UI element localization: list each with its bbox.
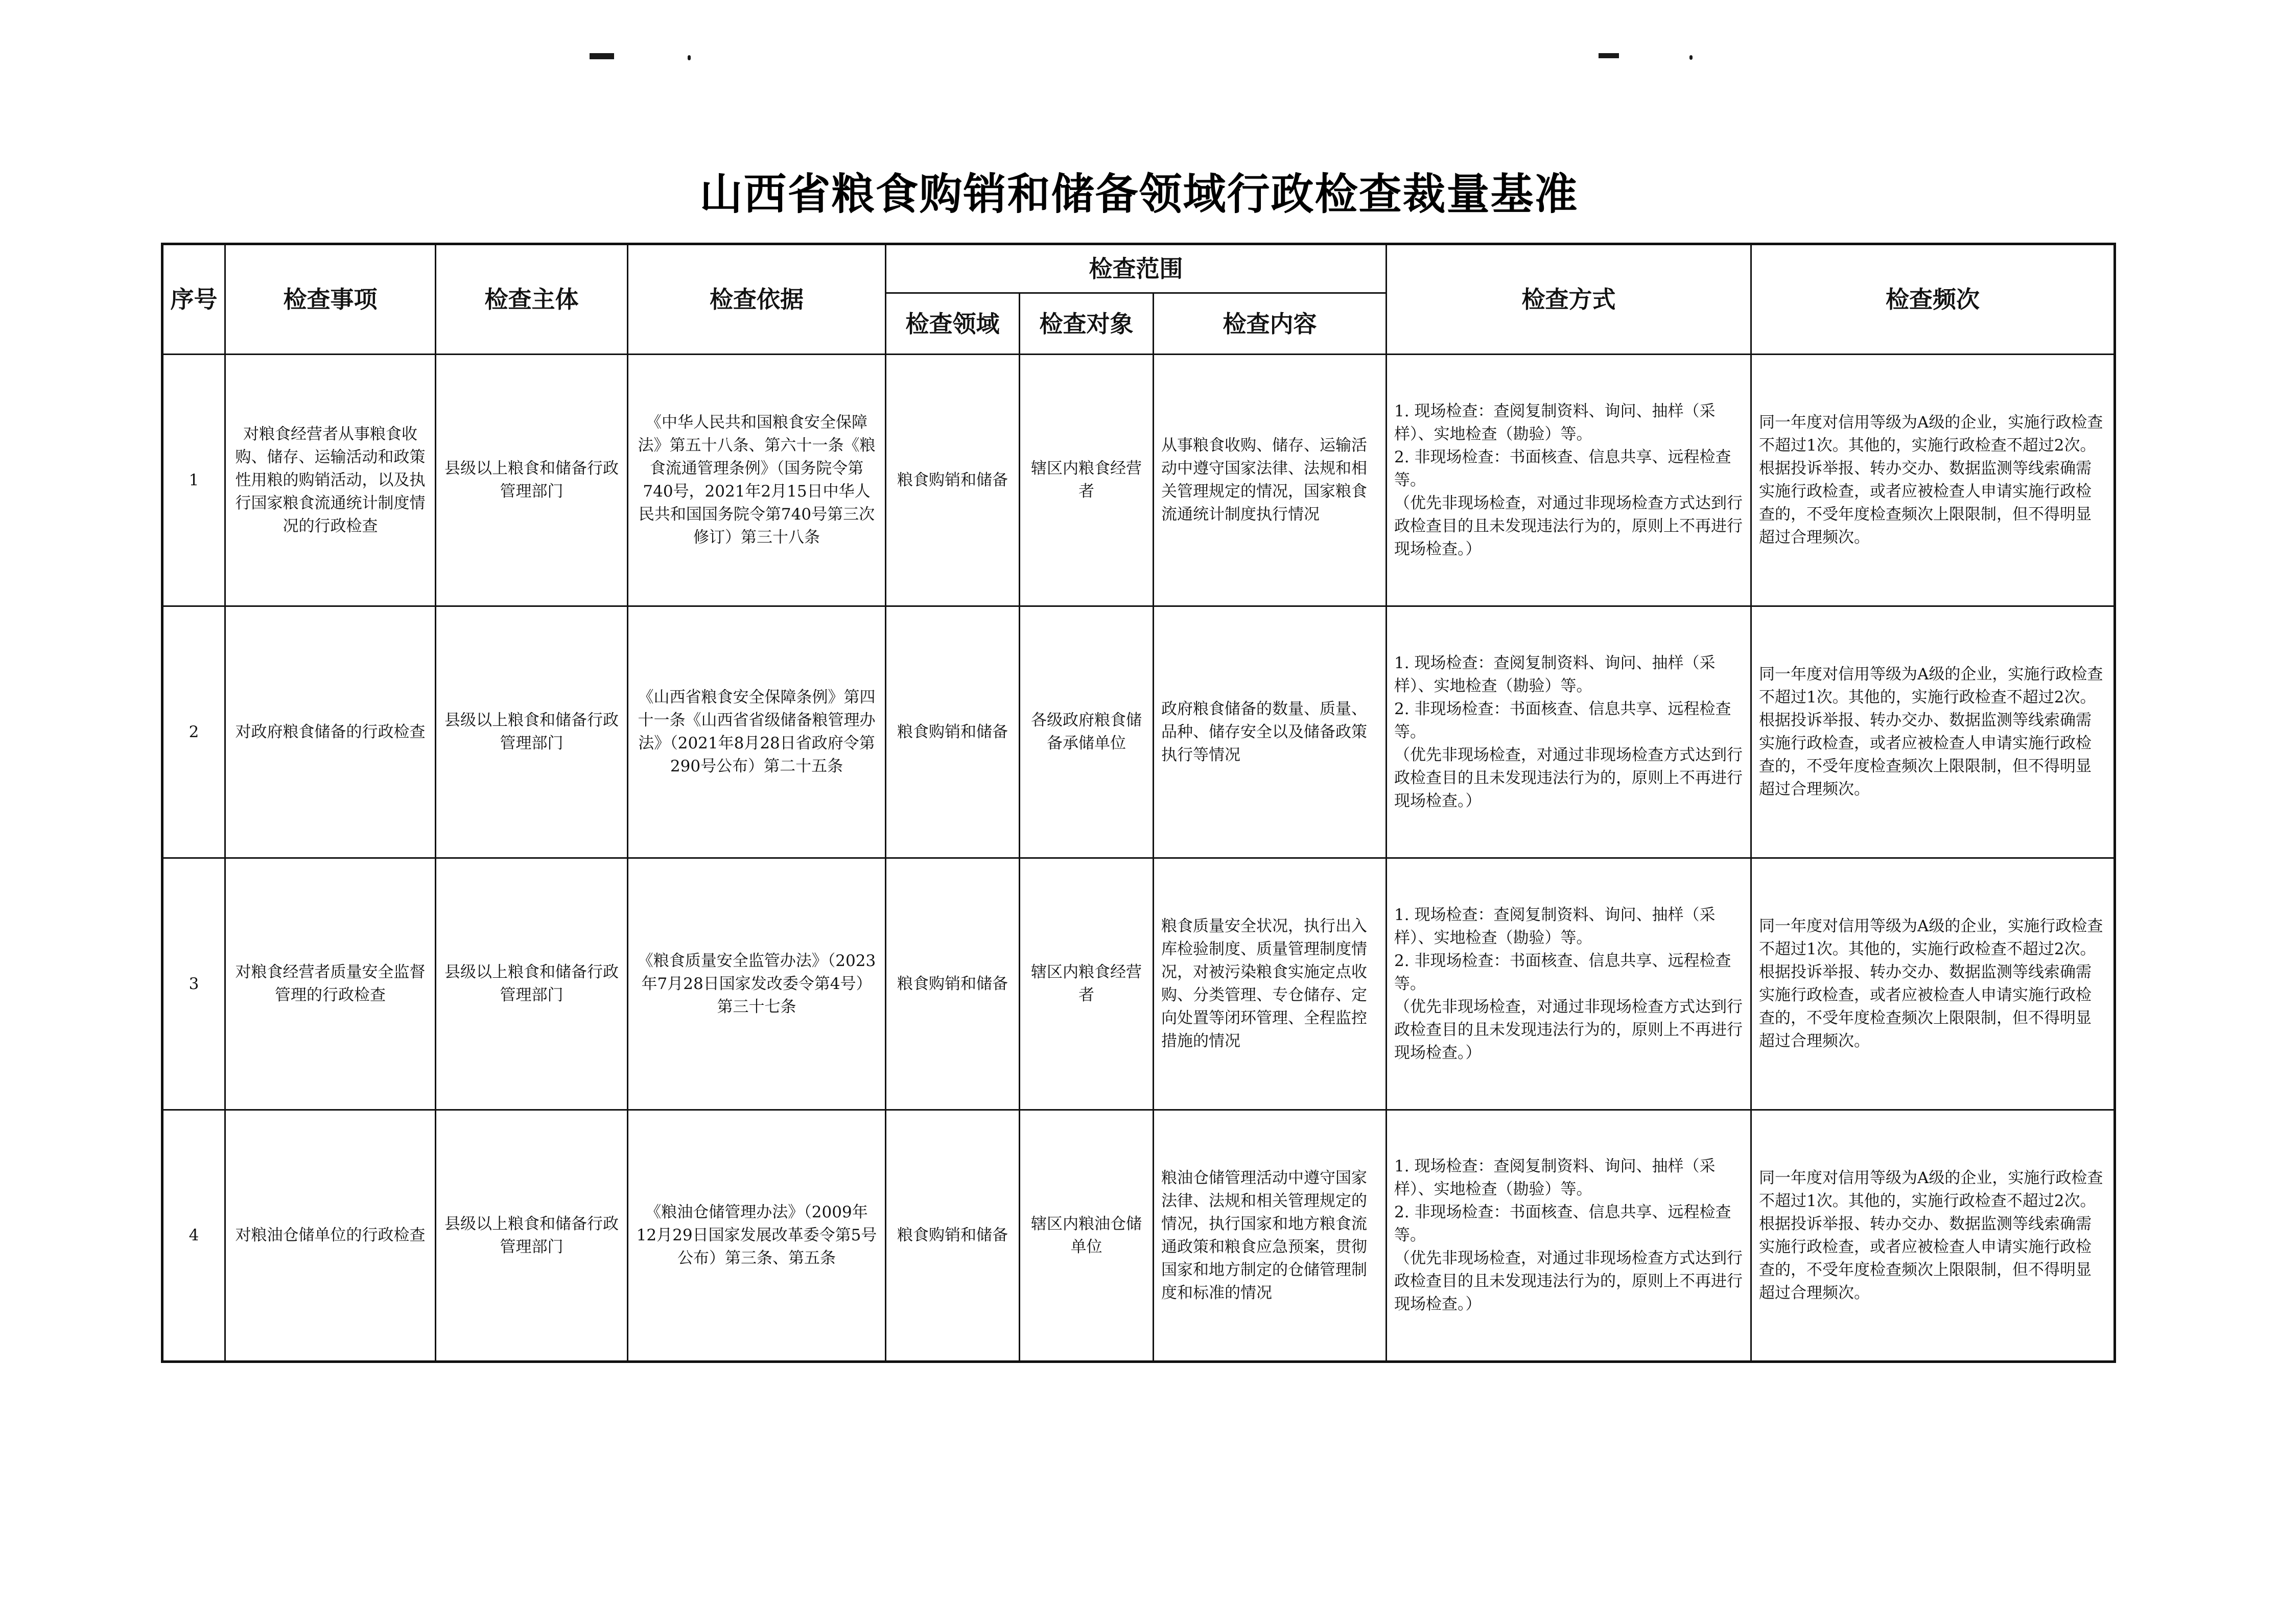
frequency-line: 根据投诉举报、转办交办、数据监测等线索确需实施行政检查，或者应被检查人申请实施行政检查的，不受年度检查频次上限限制，但不得明显超过合理频次。 bbox=[1759, 459, 2092, 547]
inspection-standards-table bbox=[161, 243, 2116, 1363]
cell-basis: 《粮食质量安全监管办法》（2023年7月28日国家发改委令第4号）第三十七条 bbox=[628, 858, 886, 1110]
cell-content: 政府粮食储备的数量、质量、品种、储存安全以及储备政策执行等情况 bbox=[1154, 606, 1387, 858]
cell-item: 对粮油仓储单位的行政检查 bbox=[225, 1110, 436, 1362]
cell-domain: 粮食购销和储备 bbox=[886, 606, 1020, 858]
cell-method bbox=[1387, 1110, 1751, 1362]
cell-item: 对粮食经营者质量安全监督管理的行政检查 bbox=[225, 858, 436, 1110]
cell-no: 2 bbox=[162, 606, 225, 858]
cell-basis: 《粮油仓储管理办法》（2009年12月29日国家发展改革委令第5号公布）第三条、第五条 bbox=[628, 1110, 886, 1362]
cell-item: 对政府粮食储备的行政检查 bbox=[225, 606, 436, 858]
scan-artifact bbox=[1689, 55, 1693, 60]
cell-object: 辖区内粮油仓储单位 bbox=[1020, 1110, 1154, 1362]
header-domain: 检查领域 bbox=[886, 293, 1020, 355]
cell-content: 从事粮食收购、储存、运输活动中遵守国家法律、法规和相关管理规定的情况，国家粮食流通统计制度执行情况 bbox=[1154, 355, 1387, 606]
scan-artifact bbox=[1599, 53, 1619, 58]
method-line: 2. 非现场检查：书面核查、信息共享、远程检查等。 bbox=[1394, 699, 1731, 741]
cell-method bbox=[1387, 858, 1751, 1110]
method-line: 1. 现场检查：查阅复制资料、询问、抽样（采样）、实地检查（勘验）等。 bbox=[1394, 653, 1716, 695]
cell-item: 对粮食经营者从事粮食收购、储存、运输活动和政策性用粮的购销活动，以及执行国家粮食流通统计制度情况的行政检查 bbox=[225, 355, 436, 606]
header-basis: 检查依据 bbox=[628, 244, 886, 355]
scan-artifact bbox=[590, 53, 614, 59]
header-subject: 检查主体 bbox=[436, 244, 628, 355]
frequency-line: 同一年度对信用等级为A级的企业，实施行政检查不超过1次。其他的，实施行政检查不超过2次。 bbox=[1759, 665, 2103, 707]
header-no: 序号 bbox=[162, 244, 225, 355]
table-row bbox=[162, 355, 2115, 606]
frequency-line: 同一年度对信用等级为A级的企业，实施行政检查不超过1次。其他的，实施行政检查不超过2次。 bbox=[1759, 917, 2103, 958]
method-line: 1. 现场检查：查阅复制资料、询问、抽样（采样）、实地检查（勘验）等。 bbox=[1394, 402, 1716, 443]
header-content: 检查内容 bbox=[1154, 293, 1387, 355]
method-line: （优先非现场检查，对通过非现场检查方式达到行政检查目的且未发现违法行为的，原则上不再进行现场检查。） bbox=[1394, 1249, 1743, 1313]
cell-domain: 粮食购销和储备 bbox=[886, 1110, 1020, 1362]
cell-subject: 县级以上粮食和储备行政管理部门 bbox=[436, 1110, 628, 1362]
scan-artifact bbox=[688, 55, 691, 60]
cell-basis: 《山西省粮食安全保障条例》第四十一条《山西省省级储备粮管理办法》（2021年8月28日省政府令第290号公布）第二十五条 bbox=[628, 606, 886, 858]
document-title: 山西省粮食购销和储备领域行政检查裁量基准 bbox=[699, 169, 1579, 219]
cell-frequency bbox=[1751, 858, 2115, 1110]
method-line: 2. 非现场检查：书面核查、信息共享、远程检查等。 bbox=[1394, 1203, 1731, 1244]
cell-no: 3 bbox=[162, 858, 225, 1110]
cell-frequency bbox=[1751, 606, 2115, 858]
cell-subject: 县级以上粮食和储备行政管理部门 bbox=[436, 858, 628, 1110]
method-line: 1. 现场检查：查阅复制资料、询问、抽样（采样）、实地检查（勘验）等。 bbox=[1394, 1157, 1716, 1198]
frequency-line: 同一年度对信用等级为A级的企业，实施行政检查不超过1次。其他的，实施行政检查不超过2次。 bbox=[1759, 413, 2103, 455]
frequency-line: 根据投诉举报、转办交办、数据监测等线索确需实施行政检查，或者应被检查人申请实施行政检查的，不受年度检查频次上限限制，但不得明显超过合理频次。 bbox=[1759, 711, 2092, 798]
frequency-line: 同一年度对信用等级为A级的企业，实施行政检查不超过1次。其他的，实施行政检查不超过2次。 bbox=[1759, 1168, 2103, 1210]
cell-object: 各级政府粮食储备承储单位 bbox=[1020, 606, 1154, 858]
table-row bbox=[162, 858, 2115, 1110]
cell-frequency bbox=[1751, 1110, 2115, 1362]
frequency-line: 根据投诉举报、转办交办、数据监测等线索确需实施行政检查，或者应被检查人申请实施行政检查的，不受年度检查频次上限限制，但不得明显超过合理频次。 bbox=[1759, 963, 2092, 1050]
cell-content: 粮油仓储管理活动中遵守国家法律、法规和相关管理规定的情况，执行国家和地方粮食流通政策和粮食应急预案，贯彻国家和地方制定的仓储管理制度和标准的情况 bbox=[1154, 1110, 1387, 1362]
table-row bbox=[162, 1110, 2115, 1362]
cell-no: 1 bbox=[162, 355, 225, 606]
cell-basis: 《中华人民共和国粮食安全保障法》第五十八条、第六十一条《粮食流通管理条例》（国务院令第740号，2021年2月15日中华人民共和国国务院令第740号第三次修订）第三十八条 bbox=[628, 355, 886, 606]
method-line: 2. 非现场检查：书面核查、信息共享、远程检查等。 bbox=[1394, 951, 1731, 993]
cell-frequency bbox=[1751, 355, 2115, 606]
method-line: （优先非现场检查，对通过非现场检查方式达到行政检查目的且未发现违法行为的，原则上不再进行现场检查。） bbox=[1394, 997, 1743, 1062]
cell-object: 辖区内粮食经营者 bbox=[1020, 858, 1154, 1110]
method-line: （优先非现场检查，对通过非现场检查方式达到行政检查目的且未发现违法行为的，原则上不再进行现场检查。） bbox=[1394, 493, 1743, 558]
cell-domain: 粮食购销和储备 bbox=[886, 858, 1020, 1110]
cell-subject: 县级以上粮食和储备行政管理部门 bbox=[436, 606, 628, 858]
header-scope: 检查范围 bbox=[886, 244, 1387, 293]
method-line: （优先非现场检查，对通过非现场检查方式达到行政检查目的且未发现违法行为的，原则上不再进行现场检查。） bbox=[1394, 745, 1743, 810]
header-row bbox=[162, 244, 2115, 293]
cell-subject: 县级以上粮食和储备行政管理部门 bbox=[436, 355, 628, 606]
cell-no: 4 bbox=[162, 1110, 225, 1362]
cell-content: 粮食质量安全状况，执行出入库检验制度、质量管理制度情况，对被污染粮食实施定点收购、分类管理、专仓储存、定向处置等闭环管理、全程监控措施的情况 bbox=[1154, 858, 1387, 1110]
cell-object: 辖区内粮食经营者 bbox=[1020, 355, 1154, 606]
table-row bbox=[162, 606, 2115, 858]
frequency-line: 根据投诉举报、转办交办、数据监测等线索确需实施行政检查，或者应被检查人申请实施行政检查的，不受年度检查频次上限限制，但不得明显超过合理频次。 bbox=[1759, 1214, 2092, 1302]
header-frequency: 检查频次 bbox=[1751, 244, 2115, 355]
header-item: 检查事项 bbox=[225, 244, 436, 355]
method-line: 2. 非现场检查：书面核查、信息共享、远程检查等。 bbox=[1394, 448, 1731, 489]
cell-method bbox=[1387, 355, 1751, 606]
cell-domain: 粮食购销和储备 bbox=[886, 355, 1020, 606]
cell-method bbox=[1387, 606, 1751, 858]
method-line: 1. 现场检查：查阅复制资料、询问、抽样（采样）、实地检查（勘验）等。 bbox=[1394, 905, 1716, 947]
header-method: 检查方式 bbox=[1387, 244, 1751, 355]
header-object: 检查对象 bbox=[1020, 293, 1154, 355]
